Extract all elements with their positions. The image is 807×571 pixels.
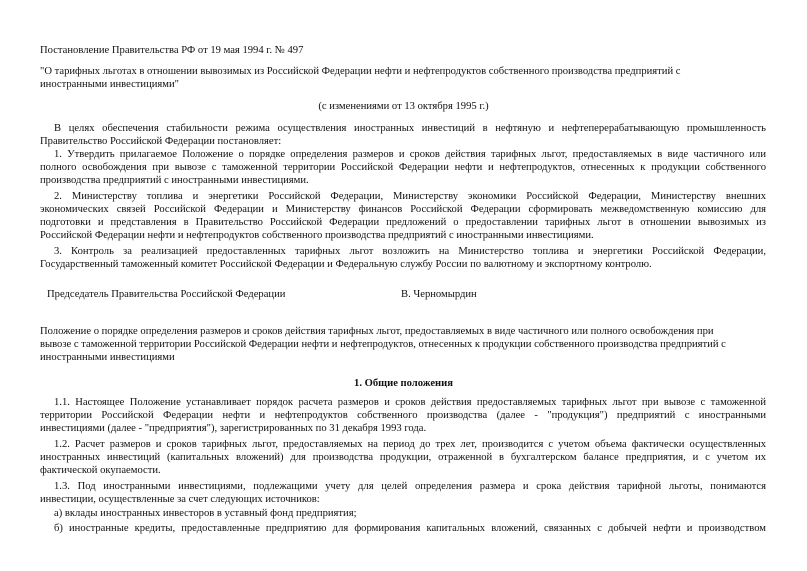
preamble-line-1: В целях обеспечения стабильности режима осуществления иностранных инвестиций в нефтяную и нефтеперерабатывающую промышленность: [54, 123, 766, 134]
clause-3-line-1: 3. Контроль за реализацией предоставленных тарифных льгот возложить на Министерство топлива и энергетики Российской Федерации,: [54, 246, 766, 257]
preamble-line-2: Правительство Российской Федерации постановляет:: [40, 136, 282, 147]
signature-position: Председатель Правительства Российской Федерации: [47, 289, 286, 300]
document-subject-line-2: иностранными инвестициями": [40, 79, 179, 90]
paragraph-1-3-item-a: а) вклады иностранных инвесторов в уставный фонд предприятия;: [54, 508, 357, 519]
clause-1-line-3: производства предприятий с иностранными инвестициями.: [40, 175, 309, 186]
clause-2-line-2: экономических связей Российской Федерации и Министерству финансов Российской Федерации сформировать межведомственную комиссию для: [40, 204, 766, 215]
clause-2-line-3: подготовки и представления в Правительство Российской Федерации предложений о предоставлении тарифных льгот в отношении вывозимых из: [40, 217, 766, 228]
paragraph-1-1-line-3: инвестициями (далее - "предприятия"), зарегистрированных по 31 декабря 1993 года.: [40, 423, 427, 434]
clause-2-line-1: 2. Министерству топлива и энергетики Российской Федерации, Министерству экономики Российской Федерации, Министерству внешних: [54, 191, 766, 202]
paragraph-1-2-line-2: иностранных инвестиций (капитальных вложений) для производства продукции, отраженной в бухгалтерском балансе предприятия, и с учетом их: [40, 452, 766, 463]
regulation-title-line-2: вывозе с таможенной территории Российской Федерации нефти и нефтепродуктов, отнесенных к продукции собственного производства предприятий с: [40, 339, 726, 350]
paragraph-1-3-line-1: 1.3. Под иностранными инвестициями, подлежащими учету для целей определения размера и срока действия тарифной льготы, понимаются: [54, 481, 766, 492]
document-title: Постановление Правительства РФ от 19 мая 1994 г. № 497: [40, 45, 304, 56]
signature-name: В. Черномырдин: [401, 289, 477, 300]
amendments-note: (с изменениями от 13 октября 1995 г.): [318, 101, 489, 112]
paragraph-1-1-line-2: территории Российской Федерации нефти и нефтепродуктов собственного производства (далее - "продукция") предприятий с иностранными: [40, 410, 766, 421]
paragraph-1-3-line-2: инвестиции, осуществленные за счет следующих источников:: [40, 494, 320, 505]
paragraph-1-2-line-3: фактической окупаемости.: [40, 465, 161, 476]
clause-1-line-2: полного освобождения при вывозе с таможенной территории Российской Федерации нефти и нефтепродуктов, отнесенных к продукции собственного: [40, 162, 766, 173]
regulation-title-line-3: иностранными инвестициями: [40, 352, 175, 363]
regulation-title-line-1: Положение о порядке определения размеров и сроков действия тарифных льгот, предоставляемых в виде частичного или полного освобождения при: [40, 326, 714, 337]
paragraph-1-2-line-1: 1.2. Расчет размеров и сроков тарифных льгот, предоставляемых на период до трех лет, производится с учетом объема фактически осуществленных: [54, 439, 766, 450]
document-subject-line-1: "О тарифных льготах в отношении вывозимых из Российской Федерации нефти и нефтепродуктов собственного производства предприятий с: [40, 66, 681, 77]
paragraph-1-1-line-1: 1.1. Настоящее Положение устанавливает порядок расчета размеров и сроков действия предоставляемых тарифных льгот при вывозе с таможенной: [54, 397, 766, 408]
clause-2-line-4: Российской Федерации нефти и нефтепродуктов собственного производства предприятий с иностранными инвестициями.: [40, 230, 594, 241]
paragraph-1-3-item-b: б) иностранные кредиты, предоставленные предприятию для формирования капитальных вложений, связанных с добычей нефти и производством: [54, 523, 766, 534]
section-1-heading: 1. Общие положения: [354, 378, 453, 389]
clause-3-line-2: Государственный таможенный комитет Российской Федерации и Федеральную службу России по валютному и экспортному контролю.: [40, 259, 652, 270]
clause-1-line-1: 1. Утвердить прилагаемое Положение о порядке определения размеров и сроков действия тарифных льгот, предоставляемых в виде частичного или: [54, 149, 766, 160]
